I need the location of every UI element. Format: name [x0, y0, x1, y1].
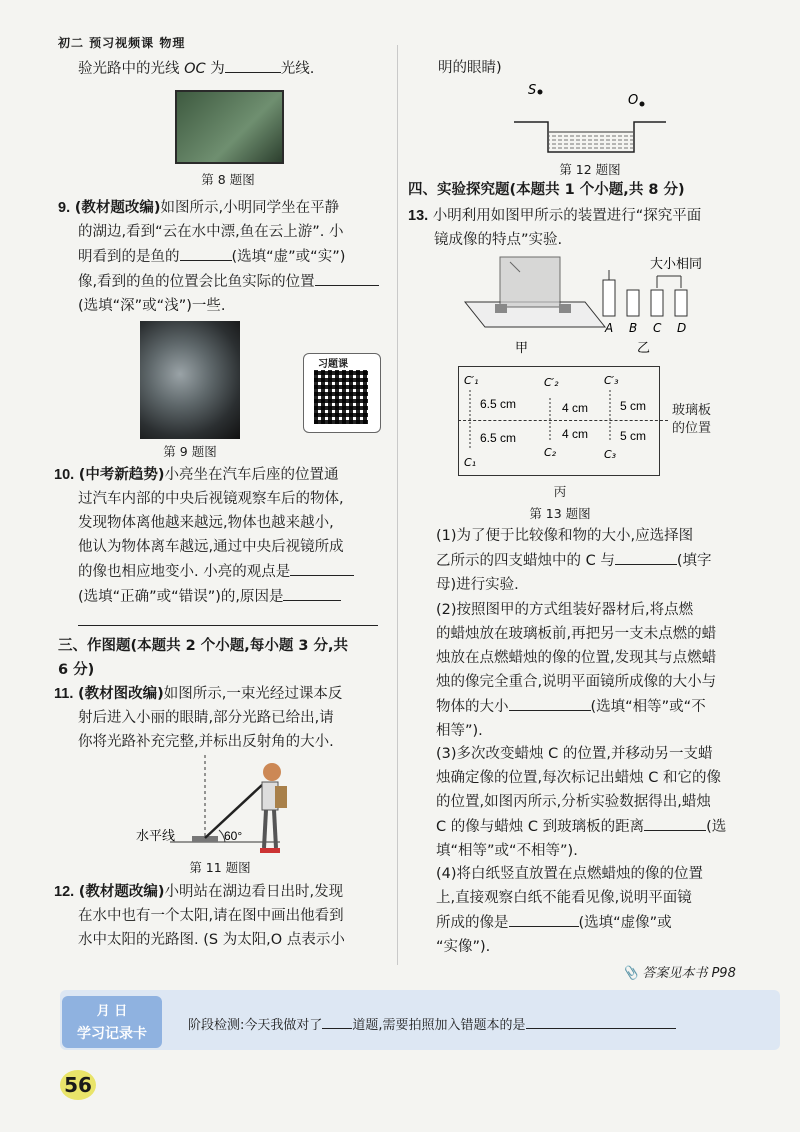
mark-c2-prime: C′₂ [544, 376, 559, 389]
dist-c3: 5 cm [620, 429, 647, 443]
question-11: 11. (教材图改编)如图所示,一束光经过课本反 射后进入小丽的眼睛,部分光路已给出,请 你将光路补充完整,并标出反射角的大小. [54, 686, 343, 750]
figure-13-apparatus [455, 252, 735, 358]
study-record-card: 月 日 学习记录卡 [62, 996, 162, 1048]
mark-c2: C₂ [544, 446, 557, 459]
figure-8-caption: 第 8 题图 [201, 172, 255, 187]
clamp-right [559, 304, 571, 313]
girl-leg-left [264, 810, 266, 848]
question-12-continuation: 明的眼睛) [438, 60, 502, 76]
dist-c1: 6.5 cm [480, 431, 517, 445]
section-4-heading: 四、实验探究题(本题共 1 个小题,共 8 分) [408, 182, 685, 198]
question-8-continuation: 验光路中的光线 OC 为 光线. [78, 56, 314, 81]
clip-icon: 📎 [622, 966, 639, 981]
glass-plate [500, 257, 560, 307]
mark-c3: C₃ [604, 448, 617, 461]
dist-c1-prime: 6.5 cm [480, 397, 517, 411]
qr-label: 习题课 [318, 359, 348, 370]
question-13-part-1: (1)为了便于比较像和物的大小,应选择图 乙所示的四支蜡烛中的 C 与 (填字 母)进行实验. [436, 528, 712, 593]
angle-label: 60° [224, 829, 243, 843]
qr-code[interactable] [303, 353, 381, 433]
candle-b [627, 290, 639, 316]
figure-11-diagram [130, 750, 310, 860]
label-same-size: 大小相同 [650, 257, 703, 272]
backpack [275, 786, 287, 808]
figure-9-caption: 第 9 题图 [163, 444, 217, 459]
mark-c1: C₁ [464, 456, 477, 469]
qr-pattern [314, 370, 368, 424]
figure-8-photo [175, 90, 284, 164]
section-3-heading: 三、作图题(本题共 2 个小题,每小题 3 分,共 6 分) [58, 638, 349, 678]
sun-point-s [538, 90, 543, 95]
dist-c3-prime: 5 cm [620, 399, 647, 413]
figure-11-caption: 第 11 题图 [189, 860, 251, 875]
page-header: 初二 预习视频课 物理 [58, 36, 186, 50]
candle-c [651, 290, 663, 316]
figure-12-caption: 第 12 题图 [559, 162, 621, 177]
mark-c1-prime: C′₁ [464, 374, 479, 387]
question-13-part-3: (3)多次改变蜡烛 C 的位置,并移动另一支蜡 烛确定像的位置,每次标记出蜡烛 C 和它的像 的位置,如图丙所示,分析实验数据得出,蜡烛 C 的像与蜡烛 C 到玻璃板的距离 (选 填“相等”或“不相等”). [436, 746, 727, 859]
candle-label-c: C [653, 321, 662, 335]
mark-c3-prime: C′₃ [604, 374, 619, 387]
girl-leg-right [274, 810, 276, 848]
label-jia: 甲 [515, 341, 529, 356]
dist-c2-prime: 4 cm [562, 401, 589, 415]
figure-13-bing-marks [460, 368, 660, 472]
figure-12-diagram [510, 82, 670, 160]
label-o: O [628, 93, 639, 108]
question-12: 12. (教材题改编)小明站在湖边看日出时,发现 在水中也有一个太阳,请在图中画出他看到 水中太阳的光路图. (S 为太阳,O 点表示小 [54, 884, 345, 948]
candle-label-d: D [677, 321, 687, 335]
label-yi: 乙 [637, 341, 651, 356]
candles [603, 270, 687, 335]
answer-reference: 📎 答案见本书 P98 [622, 966, 736, 981]
figure-13-caption: 第 13 题图 [529, 506, 591, 521]
label-s: S [528, 83, 537, 98]
candle-label-b: B [629, 321, 638, 335]
question-13-part-2: (2)按照图甲的方式组装好器材后,将点燃 的蜡烛放在玻璃板前,再把另一支未点燃的蜡 烛放在点燃蜡烛的像的位置,发现其与点燃蜡 烛的像完全重合,说明平面镜所成像的大小与 物体的大小 (选填“相等”或“不 相等”). [436, 602, 717, 739]
stage-check-text: 阶段检测:今天我做对了 道题,需要拍照加入错题本的是 [188, 1012, 676, 1033]
page-number: 56 [60, 1070, 96, 1100]
clamp-left [495, 304, 507, 313]
eye-point-o [640, 102, 645, 107]
question-10: 10. (中考新趋势)小亮坐在汽车后座的位置通 过汽车内部的中央后视镜观察车后的物体, 发现物体离他越来越远,物体也越来越小, 他认为物体离车越远,通过中央后视镜所成 的像也相应地变小. 小亮的观点是 (选填“正确”或“错误”)的,原因是 [54, 463, 394, 634]
candle-a [603, 280, 615, 316]
column-divider [397, 45, 398, 965]
girl-shoes [260, 848, 280, 853]
label-bing: 丙 [553, 484, 567, 499]
figure-9-photo [140, 321, 240, 439]
question-13-part-4: (4)将白纸竖直放置在点燃蜡烛的像的位置 上,直接观察白纸不能看见像,说明平面镜 所成的像是 (选填“虚像”或 “实像”). [436, 866, 704, 955]
glass-position-label: 玻璃板 的位置 [672, 403, 712, 436]
horizontal-label: 水平线 [136, 829, 176, 844]
water [549, 132, 633, 151]
question-13: 13. 小明利用如图甲所示的装置进行“探究平面 镜成像的特点”实验. [408, 208, 702, 248]
dist-c2: 4 cm [562, 427, 589, 441]
girl-head [263, 763, 281, 781]
question-9: 9. (教材题改编)如图所示,小明同学坐在平静 的湖边,看到“云在水中漂,鱼在云上游”. 小 明看到的是鱼的 (选填“虚”或“实”) 像,看到的鱼的位置会比鱼实际的位置 (选填“深”或“浅”)一些. [58, 196, 388, 318]
candle-label-a: A [605, 321, 614, 335]
candle-d [675, 290, 687, 316]
